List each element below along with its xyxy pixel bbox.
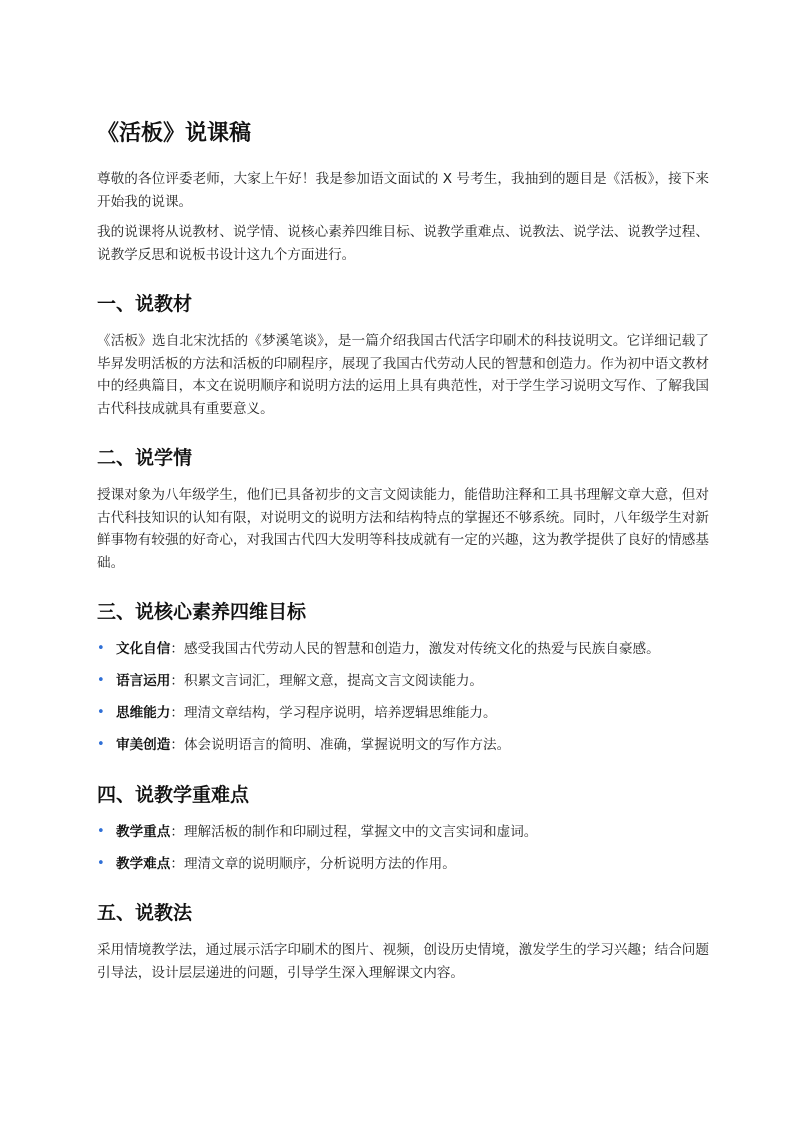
bullet-icon: • (97, 641, 105, 656)
bullet-icon: • (97, 823, 105, 839)
section-heading: 五、说教法 (97, 902, 193, 925)
section-paragraph: 授课对象为八年级学生，他们已具备初步的文言文阅读能力，能借助注释和工具书理解文章大意，但对古代科技知识的认知有限，对说明文的说明方法和结构特点的掌握还不够系统。同时，八年级学生对新鲜事物有较强的好奇心，对我国古代四大发明等科技成就有一定的兴趣，这为教学提供了良好的情感基础。 (97, 487, 709, 571)
list-item-text: 理解活板的制作和印刷过程，掌握文中的文言实词和虚词。 (183, 823, 538, 840)
list-item-text: 感受我国古代劳动人民的智慧和创造力，激发对传统文化的热爱与民族自豪感。 (183, 641, 660, 657)
section-heading: 一、说教材 (97, 293, 193, 315)
document-title: 《活板》说课稿 (97, 121, 252, 146)
intro-paragraph: 我的说课将从说教材、说学情、说核心素养四维目标、说教学重难点、说教法、说学法、说教学过程、说教学反思和说板书设计这九个方面进行。 (97, 224, 709, 263)
list-item-separator: ： (170, 641, 184, 657)
list-item-separator: ： (170, 673, 184, 690)
list-item (97, 734, 709, 757)
section-paragraph: 采用情境教学法，通过展示活字印刷术的图片、视频，创设历史情境，激发学生的学习兴趣；结合问题引导法，设计层层递进的问题，引导学生深入理解课文内容。 (97, 942, 709, 981)
list-item-term: 文化自信 (116, 641, 171, 657)
bullet-icon: • (97, 705, 105, 721)
list-item-text: 理清文章结构，学习程序说明，培养逻辑思维能力。 (183, 705, 497, 722)
list-item (97, 670, 709, 693)
bullet-icon: • (97, 673, 105, 689)
key-points-list (97, 821, 709, 876)
list-item-separator: ： (170, 737, 184, 754)
list-item-term: 教学重点 (116, 823, 171, 840)
list-item-term: 审美创造 (116, 737, 171, 754)
section-heading: 二、说学情 (97, 447, 193, 469)
section-heading: 三、说核心素养四维目标 (97, 601, 307, 623)
list-item (97, 853, 709, 876)
section-heading: 四、说教学重难点 (97, 783, 250, 806)
list-item-term: 教学难点 (116, 855, 171, 872)
list-item-separator: ： (170, 855, 184, 872)
bullet-icon: • (97, 855, 105, 871)
document-page (97, 118, 709, 992)
list-item (97, 821, 709, 844)
intro-paragraph: 尊敬的各位评委老师，大家上午好！我是参加语文面试的 X 号考生，我抽到的题目是《活板》，接下来开始我的说课。 (97, 171, 709, 210)
bullet-icon: • (97, 737, 105, 753)
list-item-term: 思维能力 (116, 705, 171, 722)
list-item-separator: ： (170, 823, 184, 840)
section-paragraph: 《活板》选自北宋沈括的《梦溪笔谈》，是一篇介绍我国古代活字印刷术的科技说明文。它详细记载了毕昇发明活板的方法和活板的印刷程序，展现了我国古代劳动人民的智慧和创造力。作为初中语文教材中的经典篇目，本文在说明顺序和说明方法的运用上具有典范性，对于学生学习说明文写作、了解我国古代科技成就具有重要意义。 (97, 333, 709, 417)
list-item-separator: ： (170, 705, 184, 722)
list-item-text: 积累文言词汇，理解文意，提高文言文阅读能力。 (183, 673, 484, 690)
list-item-term: 语言运用 (116, 673, 171, 690)
list-item (97, 702, 709, 725)
objectives-list (97, 638, 709, 757)
list-item-text: 理清文章的说明顺序，分析说明方法的作用。 (183, 855, 456, 872)
list-item (97, 638, 709, 661)
list-item-text: 体会说明语言的简明、准确，掌握说明文的写作方法。 (183, 737, 511, 754)
